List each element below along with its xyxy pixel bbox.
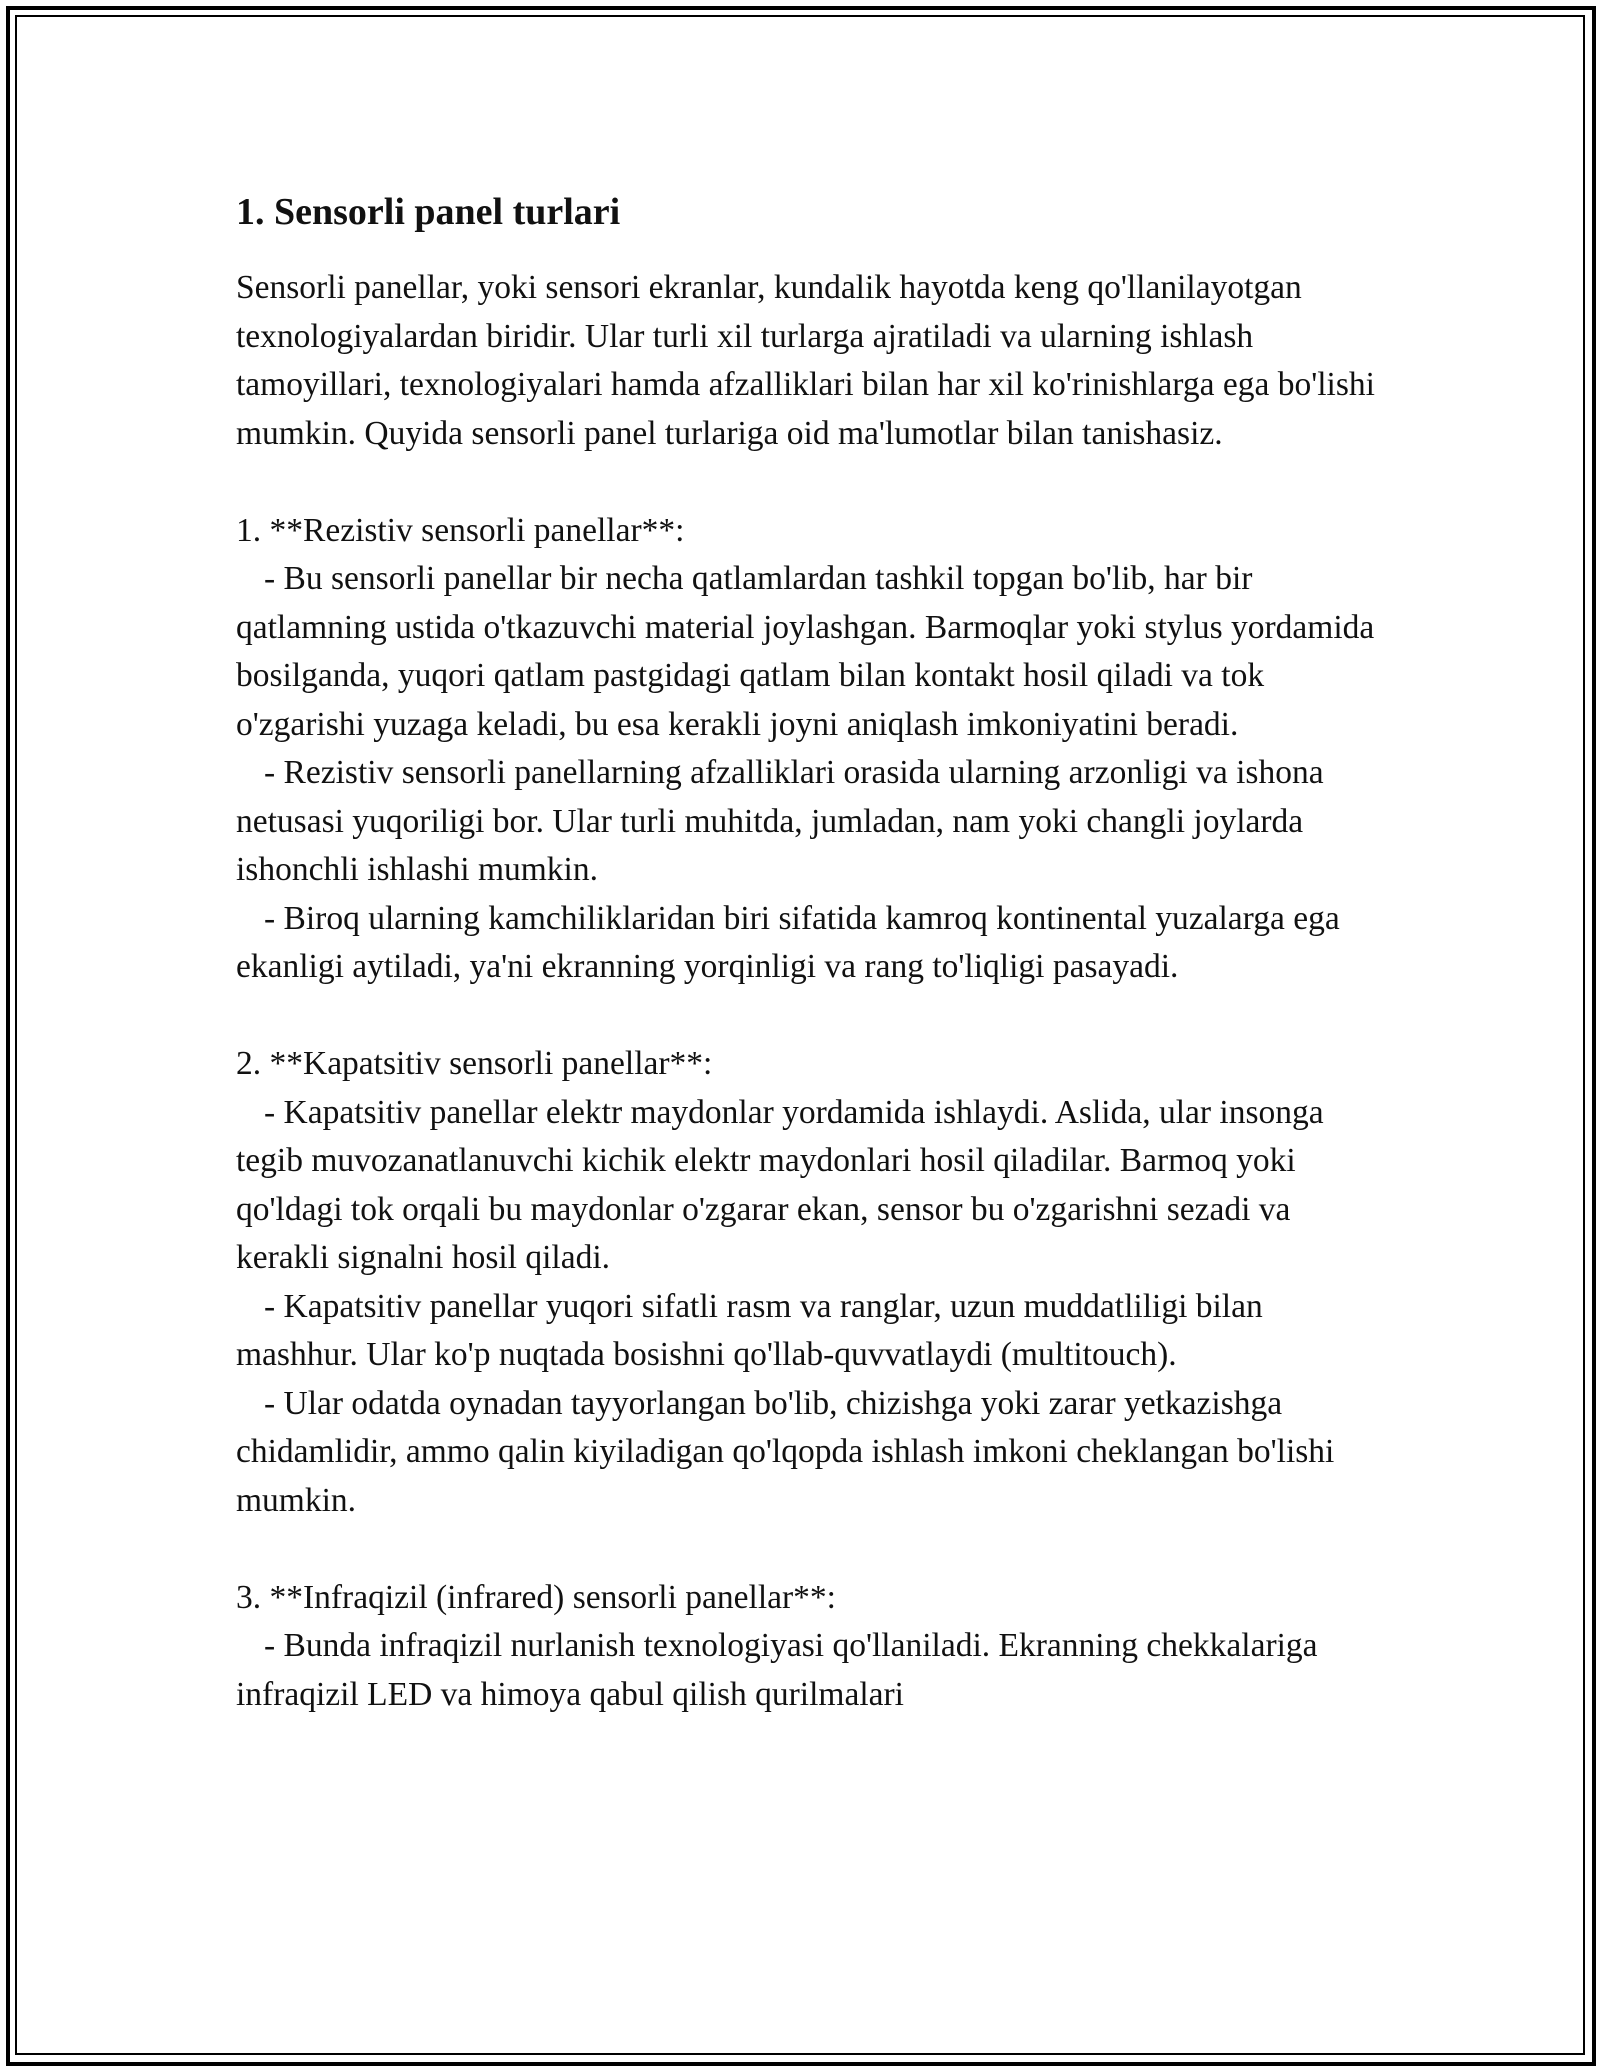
section-title: 2. **Kapatsitiv sensorli panellar**: [236, 1045, 713, 1082]
section-kapatsitiv [236, 1040, 1376, 1525]
bullet-item: - Ular odatda oynadan tayyorlangan bo'lib, chizishga yoki zarar yetkazishga chidamlidir, ammo qalin kiyiladigan qo'lqopda ishlash imkoni cheklangan bo'lishi mumkin. [236, 1384, 1335, 1519]
section-title: 1. **Rezistiv sensorli panellar**: [236, 511, 685, 549]
section-heading: 1. Sensorli panel turlari [236, 191, 621, 233]
section-title: 3. **Infraqizil (infrared) sensorli panellar**: [236, 1578, 836, 1616]
section-rezistiv [236, 507, 1376, 992]
bullet-item: - Kapatsitiv panellar elektr maydonlar yordamida ishlaydi. Aslida, ular insonga tegib muvozanatlanuvchi kichik elektr maydonlari hosil qiladilar. Barmoq yoki qo'ldagi tok orqali bu maydonlar o'zgarar ekan, sensor bu o'zgarishni sezadi va kerakli signalni hosil qiladi. [236, 1093, 1324, 1276]
bullet-item: - Bu sensorli panellar bir necha qatlamlardan tashkil topgan bo'lib, har bir qatlamning ustida o'tkazuvchi material joylashgan. Barmoqlar yoki stylus yordamida bosilganda, yuqori qatlam pastgidagi qatlam bilan kontakt hosil qiladi va tok o'zgarishi yuzaga keladi, bu esa kerakli joyni aniqlash imkoniyatini beradi. [236, 560, 1375, 743]
document-body [236, 188, 1384, 1719]
paragraph-gap [236, 458, 1376, 507]
bullet-item: - Biroq ularning kamchiliklaridan biri sifatida kamroq kontinental yuzalarga ega ekanligi aytiladi, ya'ni ekranning yorqinligi va rang to'liqligi pasayadi. [236, 899, 1340, 985]
section-infraqizil [236, 1574, 1376, 1720]
bullet-item: - Bunda infraqizil nurlanish texnologiyasi qo'llaniladi. Ekranning chekkalariga infraqizil LED va himoya qabul qilish qurilmalari [236, 1627, 1318, 1713]
paragraph-gap [236, 992, 1376, 1041]
bullet-item: - Kapatsitiv panellar yuqori sifatli rasm va ranglar, uzun muddatliligi bilan mashhur. Ular ko'p nuqtada bosishni qo'llab-quvvatlaydi (multitouch). [236, 1287, 1263, 1373]
paragraph-gap [236, 1525, 1376, 1574]
bullet-item: - Rezistiv sensorli panellarning afzalliklari orasida ularning arzonligi va ishona netusasi yuqoriligi bor. Ular turli muhitda, jumladan, nam yoki changli joylarda ishonchli ishlashi mumkin. [236, 754, 1324, 888]
intro-paragraph: Sensorli panellar, yoki sensori ekranlar, kundalik hayotda keng qo'llanilayotgan texnologiyalardan biridir. Ular turli xil turlarga ajratiladi va ularning ishlash tamoyillari, texnologiyalari hamda afzalliklari bilan har xil ko'rinishlarga ega bo'lishi mumkin. Quyida sensorli panel turlariga oid ma'lumotlar bilan tanishasiz. [236, 269, 1384, 452]
